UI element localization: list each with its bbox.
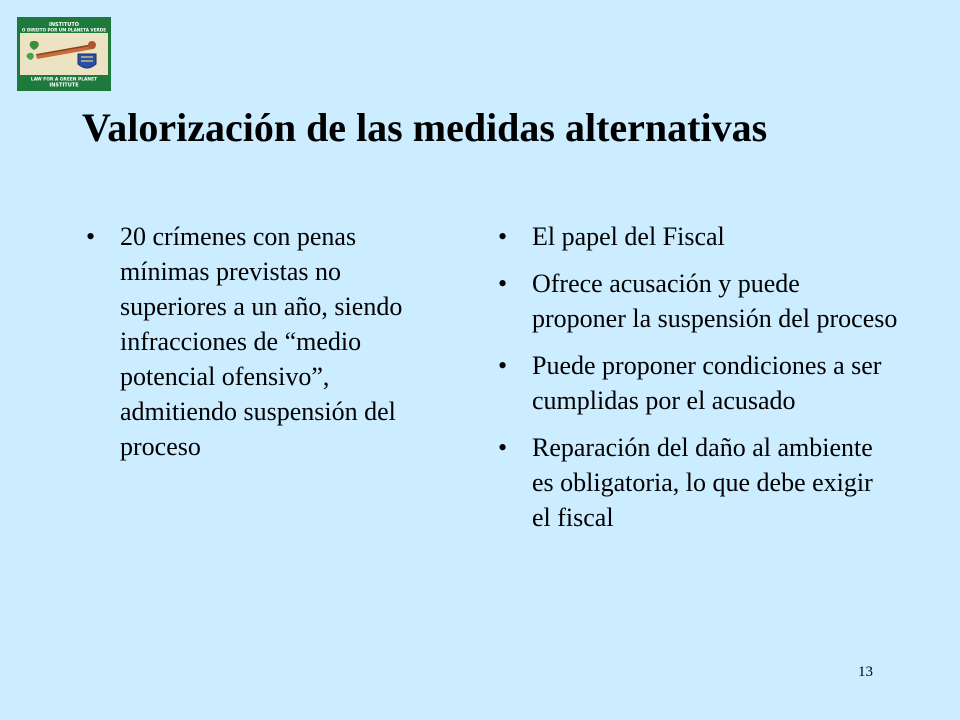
logo-line-en: LAW FOR A GREEN PLANET (30, 77, 98, 83)
logo-bottom-text: INSTITUTE (49, 82, 79, 88)
bullet-icon: • (498, 269, 508, 298)
list-item-text: 20 crímenes con penas mínimas previstas no superiores a un año, siendo infracciones de “medio potencial ofensivo”, admitiendo suspensión del proceso (120, 222, 403, 461)
page-number: 13 (858, 664, 873, 680)
list-item-text: Reparación del daño al ambiente es obligatoria, lo que debe exigir el fiscal (532, 433, 873, 532)
bullet-icon: • (498, 222, 508, 251)
slide-title: Valorización de las medidas alternativas (82, 105, 768, 150)
right-bullet-list (498, 219, 898, 547)
logo-line-pt: O DIREITO POR UM PLANETA VERDE (21, 27, 107, 33)
list-item (498, 266, 898, 336)
list-item (498, 219, 898, 254)
logo-graphic (20, 20, 108, 88)
list-item (498, 430, 898, 535)
list-item (498, 348, 898, 418)
bullet-icon: • (498, 351, 508, 380)
list-item (86, 219, 426, 464)
list-item-text: Ofrece acusación y puede proponer la suspensión del proceso (532, 269, 898, 333)
left-bullet-list (86, 219, 426, 476)
bullet-icon: • (86, 222, 96, 251)
institute-logo (17, 17, 111, 91)
bullet-icon: • (498, 433, 508, 462)
list-item-text: Puede proponer condiciones a ser cumplidas por el acusado (532, 351, 882, 415)
list-item-text: El papel del Fiscal (532, 222, 725, 251)
logo-top-text: INSTITUTO (48, 22, 80, 28)
